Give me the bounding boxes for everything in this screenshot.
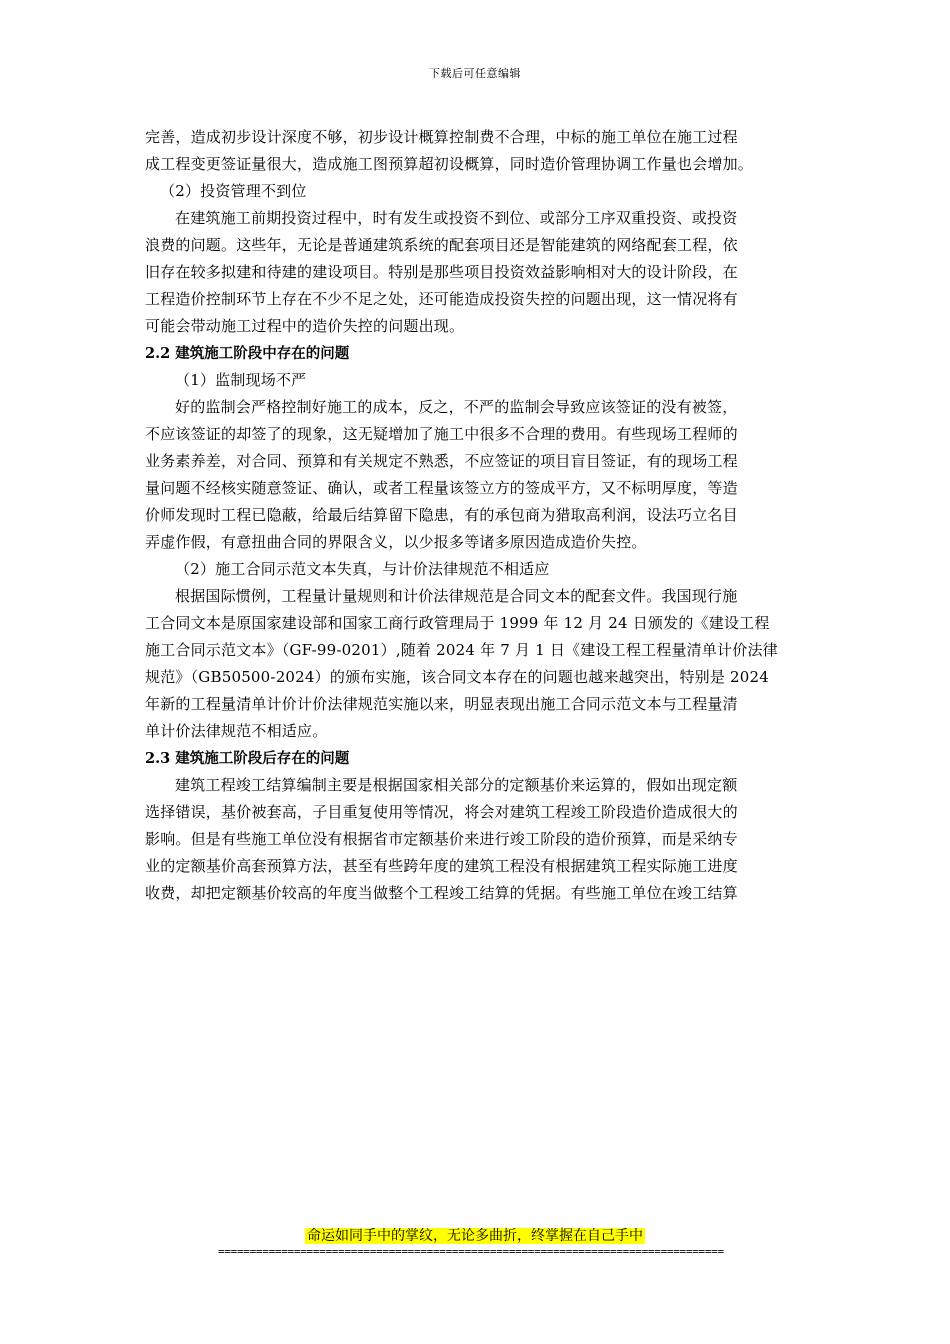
text-line: 规范》（GB50500-2024）的颁布实施，该合同文本存在的问题也越来越突出，特别是 2024 — [145, 668, 770, 686]
text-line: 可能会带动施工过程中的造价失控的问题出现。 — [145, 317, 465, 335]
text-line: 弄虚作假，有意扭曲合同的界限含义，以少报多等诸多原因造成造价失控。 — [145, 533, 647, 551]
section-heading: 2.2 建筑施工阶段中存在的问题 — [145, 345, 350, 362]
text-line: 不应该签证的却签了的现象，这无疑增加了施工中很多不合理的费用。有些现场工程师的 — [145, 425, 738, 443]
document-body — [145, 124, 810, 907]
text-line: 根据国际惯例，工程量计量规则和计价法律规范是合同文本的配套文件。我国现行施 — [175, 587, 738, 605]
text-line: 工合同文本是原国家建设部和国家工商行政管理局于 1999 年 12 月 24 日颁发的《建设工程 — [145, 614, 770, 632]
footer-motto-text: 命运如同手中的掌纹，无论多曲折，终掌握在自己手中 — [307, 1228, 643, 1244]
page-header: 下载后可任意编辑 — [429, 67, 521, 80]
text-line: 成工程变更签证量很大，造成施工图预算超初设概算，同时造价管理协调工作量也会增加。 — [145, 155, 754, 173]
text-line: （1）监制现场不严 — [175, 371, 307, 389]
text-line: 旧存在较多拟建和待建的建设项目。特别是那些项目投资效益影响相对大的设计阶段，在 — [145, 263, 738, 281]
text-line: 单计价法律规范不相适应。 — [145, 722, 328, 740]
text-line: 完善，造成初步设计深度不够，初步设计概算控制费不合理，中标的施工单位在施工过程 — [145, 128, 738, 146]
text-line: 在建筑施工前期投资过程中，时有发生或投资不到位、或部分工序双重投资、或投资 — [175, 209, 738, 227]
text-line: 选择错误，基价被套高，子目重复使用等情况，将会对建筑工程竣工阶段造价造成很大的 — [145, 803, 738, 821]
text-line: （2）投资管理不到位 — [160, 182, 307, 200]
text-line: 业务素养差，对合同、预算和有关规定不熟悉，不应签证的项目盲目签证，有的现场工程 — [145, 452, 738, 470]
text-line: 工程造价控制环节上存在不少不足之处，还可能造成投资失控的问题出现，这一情况将有 — [145, 290, 738, 308]
text-line: 影响。但是有些施工单位没有根据省市定额基价来进行竣工阶段的造价预算，而是采纳专 — [145, 830, 738, 848]
text-line: 价师发现时工程已隐蔽，给最后结算留下隐患，有的承包商为猎取高利润，设法巧立名目 — [145, 506, 738, 524]
footer-motto — [0, 1226, 950, 1246]
text-line: 建筑工程竣工结算编制主要是根据国家相关部分的定额基价来运算的，假如出现定额 — [175, 776, 738, 794]
footer-rule: ================================================================================ — [218, 1245, 724, 1258]
text-line: 好的监制会严格控制好施工的成本，反之，不严的监制会导致应该签证的没有被签， — [175, 398, 738, 416]
text-line: 施工合同示范文本》（GF-99-0201）,随着 2024 年 7 月 1 日《建设工程工程量清单计价法律 — [145, 641, 778, 659]
text-line: 量问题不经核实随意签证、确认，或者工程量该签立方的签成平方，又不标明厚度，等造 — [145, 479, 738, 497]
text-line: 业的定额基价高套预算方法，甚至有些跨年度的建筑工程没有根据建筑工程实际施工进度 — [145, 857, 738, 875]
text-line: 年新的工程量清单计价计价法律规范实施以来，明显表现出施工合同示范文本与工程量清 — [145, 695, 738, 713]
text-line: 收费，却把定额基价较高的年度当做整个工程竣工结算的凭据。有些施工单位在竣工结算 — [145, 884, 738, 902]
text-line: 浪费的问题。这些年，无论是普通建筑系统的配套项目还是智能建筑的网络配套工程，依 — [145, 236, 738, 254]
text-line: （2）施工合同示范文本失真，与计价法律规范不相适应 — [175, 560, 550, 578]
section-heading: 2.3 建筑施工阶段后存在的问题 — [145, 750, 350, 767]
